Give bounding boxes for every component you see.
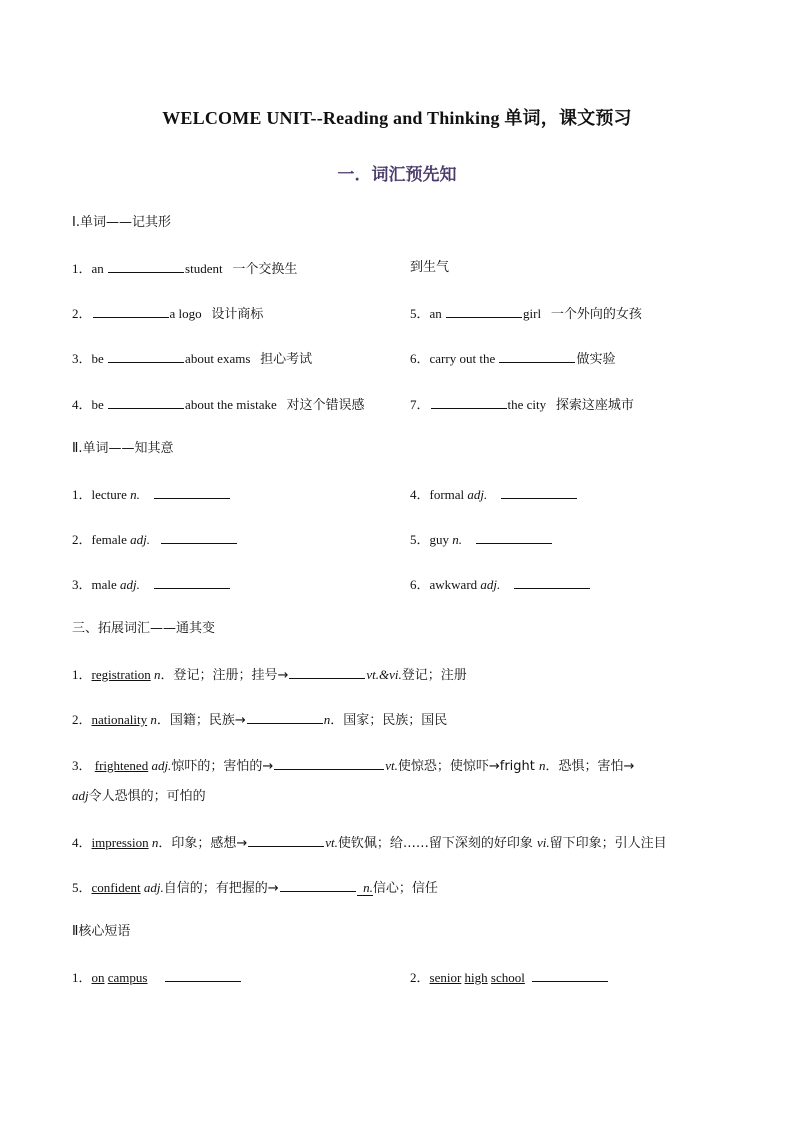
part-b-item-4 bbox=[410, 485, 578, 504]
part-a-item-3 bbox=[72, 349, 312, 369]
item-word: male bbox=[91, 577, 121, 592]
item-prefix: an bbox=[91, 261, 108, 276]
phrase-word: campus bbox=[107, 970, 148, 985]
page-title: WELCOME UNIT--Reading and Thinking 单词，课文预习 bbox=[162, 108, 632, 128]
item-number: 1． bbox=[72, 970, 92, 985]
part-a-item-6 bbox=[410, 349, 615, 369]
item-meaning: 登记；注册 bbox=[401, 668, 467, 683]
item-number: 4． bbox=[72, 835, 92, 850]
part-b-heading: Ⅱ.单词——知其意 bbox=[72, 441, 174, 456]
item-number: 5． bbox=[410, 306, 430, 321]
item-number: 1． bbox=[72, 261, 92, 276]
item-word: female bbox=[91, 532, 131, 547]
item-translation: 对这个错误感 bbox=[286, 398, 365, 413]
item-pos: vt.&vi. bbox=[366, 667, 402, 682]
item-word: frightened bbox=[94, 758, 149, 773]
item-number: 1． bbox=[72, 487, 92, 502]
item-translation: 一个外向的女孩 bbox=[550, 307, 642, 322]
answer-blank[interactable] bbox=[154, 575, 230, 589]
item-pos: adj. bbox=[143, 880, 164, 895]
item-number: 5． bbox=[410, 532, 430, 547]
answer-blank[interactable] bbox=[514, 575, 590, 589]
answer-blank[interactable] bbox=[501, 485, 577, 499]
item-pos: vt. bbox=[325, 835, 338, 850]
answer-blank[interactable] bbox=[446, 304, 522, 318]
item-pos: n bbox=[323, 712, 331, 727]
item-number: 3． bbox=[72, 758, 92, 773]
answer-blank[interactable] bbox=[431, 395, 507, 409]
section-title: 一．词汇预先知 bbox=[337, 165, 457, 185]
answer-blank[interactable] bbox=[476, 530, 552, 544]
part-d-item-1 bbox=[72, 968, 242, 987]
item-pos: adj. bbox=[130, 532, 151, 547]
item-number: 6． bbox=[410, 577, 430, 592]
item-number: 2． bbox=[72, 532, 92, 547]
item-number: 7． bbox=[410, 397, 430, 412]
part-c-item-3-cont bbox=[72, 787, 206, 806]
item-meaning: 惊吓的；害怕的→ bbox=[171, 759, 274, 774]
part-c-item-2 bbox=[72, 710, 447, 730]
answer-blank[interactable] bbox=[289, 665, 365, 679]
answer-blank[interactable] bbox=[161, 530, 237, 544]
item-translation: 做实验 bbox=[576, 352, 616, 367]
item-number: 3． bbox=[72, 577, 92, 592]
item-meaning: ．恐惧；害怕→ bbox=[545, 759, 635, 774]
answer-blank[interactable] bbox=[274, 756, 384, 770]
item-meaning: 使钦佩；给……留下深刻的好印象 bbox=[337, 836, 538, 851]
part-a-item-1 bbox=[72, 259, 297, 279]
answer-blank[interactable] bbox=[532, 968, 608, 982]
item-number: 2． bbox=[72, 712, 92, 727]
part-b-item-6 bbox=[410, 575, 591, 594]
part-a-heading: Ⅰ.单词——记其形 bbox=[72, 215, 171, 230]
item-translation: 担心考试 bbox=[260, 352, 313, 367]
item-suffix: student bbox=[185, 261, 223, 276]
item-word: formal bbox=[429, 487, 468, 502]
item-suffix: the city bbox=[507, 397, 547, 412]
item-pos: n bbox=[150, 712, 157, 727]
phrase-word: high bbox=[464, 970, 488, 985]
part-d-item-2 bbox=[410, 968, 609, 987]
item-suffix: about the mistake bbox=[185, 397, 277, 412]
part-b-item-5 bbox=[410, 530, 553, 549]
item-pos: adj. bbox=[120, 577, 140, 592]
item-translation: 设计商标 bbox=[211, 307, 264, 322]
item-pos: adj bbox=[72, 788, 89, 803]
item-pos: vi. bbox=[537, 835, 550, 850]
part-a-item-2 bbox=[72, 304, 263, 324]
item-word: awkward bbox=[429, 577, 481, 592]
answer-blank[interactable] bbox=[247, 710, 323, 724]
answer-blank[interactable] bbox=[499, 349, 575, 363]
item-pos: n. bbox=[130, 487, 140, 502]
item-word: confident bbox=[91, 880, 141, 895]
item-word: impression bbox=[91, 835, 149, 850]
phrase-word: senior bbox=[429, 970, 462, 985]
item-meaning: 令人恐惧的；可怕的 bbox=[88, 789, 206, 804]
part-b-item-2 bbox=[72, 530, 238, 549]
part-d-heading: Ⅱ核心短语 bbox=[72, 924, 131, 939]
answer-blank[interactable] bbox=[108, 349, 184, 363]
item-pos: adj. bbox=[151, 758, 172, 773]
item-meaning: 自信的；有把握的→ bbox=[163, 881, 279, 896]
item-prefix: be bbox=[91, 351, 108, 366]
item-pos: n bbox=[151, 835, 159, 850]
item-meaning: 留下印象；引人注目 bbox=[549, 836, 667, 851]
item-pos: n. bbox=[363, 880, 373, 895]
answer-blank[interactable] bbox=[154, 485, 230, 499]
item-pos: n. bbox=[452, 532, 463, 547]
item-prefix: carry out the bbox=[429, 351, 499, 366]
item-pos: adj. bbox=[467, 487, 488, 502]
item-word: guy bbox=[429, 532, 453, 547]
item-number: 1． bbox=[72, 667, 92, 682]
part-c-item-4 bbox=[72, 833, 667, 853]
part-c-item-5 bbox=[72, 878, 438, 898]
item-word: lecture bbox=[91, 487, 131, 502]
part-a-item-7 bbox=[410, 395, 634, 415]
answer-blank[interactable] bbox=[108, 259, 184, 273]
part-a-item-fragment: 到生气 bbox=[410, 260, 450, 275]
phrase-word: on bbox=[91, 970, 105, 985]
item-meaning: ．国家；民族；国民 bbox=[330, 713, 448, 728]
item-suffix: a logo bbox=[169, 306, 202, 321]
item-pos: n bbox=[153, 667, 161, 682]
item-meaning: 使惊恐；使惊吓→fright bbox=[397, 759, 540, 774]
item-pos: vt. bbox=[385, 758, 398, 773]
item-meaning: 信心；信任 bbox=[372, 881, 438, 896]
part-c-item-1 bbox=[72, 665, 467, 685]
item-word: registration bbox=[91, 667, 151, 682]
item-suffix: girl bbox=[523, 306, 542, 321]
part-a-item-4 bbox=[72, 395, 365, 415]
item-number: 3． bbox=[72, 351, 92, 366]
phrase-word: school bbox=[490, 970, 525, 985]
item-number: 2． bbox=[72, 306, 92, 321]
answer-blank[interactable] bbox=[108, 395, 184, 409]
item-prefix: an bbox=[429, 306, 446, 321]
item-translation: 一个交换生 bbox=[232, 262, 298, 277]
answer-blank[interactable] bbox=[93, 304, 169, 318]
item-number: 6． bbox=[410, 351, 430, 366]
item-meaning: ．国籍；民族→ bbox=[156, 713, 246, 728]
item-meaning: ．印象；感想→ bbox=[158, 836, 248, 851]
part-b-item-3 bbox=[72, 575, 231, 594]
part-b-item-1 bbox=[72, 485, 231, 504]
item-pos: n bbox=[539, 758, 546, 773]
item-meaning: ．登记；注册；挂号→ bbox=[160, 668, 289, 683]
item-number: 5． bbox=[72, 880, 92, 895]
item-pos: adj. bbox=[480, 577, 501, 592]
part-c-heading: 三、拓展词汇——通其变 bbox=[72, 621, 216, 636]
item-word: nationality bbox=[91, 712, 148, 727]
answer-blank[interactable] bbox=[165, 968, 241, 982]
item-translation: 探索这座城市 bbox=[555, 398, 634, 413]
answer-blank[interactable] bbox=[280, 878, 356, 892]
answer-blank[interactable] bbox=[248, 833, 324, 847]
item-number: 2． bbox=[410, 970, 430, 985]
part-a-item-5 bbox=[410, 304, 642, 324]
item-number: 4． bbox=[410, 487, 430, 502]
item-number: 4． bbox=[72, 397, 92, 412]
item-prefix: be bbox=[91, 397, 108, 412]
part-c-item-3 bbox=[72, 756, 634, 776]
item-suffix: about exams bbox=[185, 351, 251, 366]
